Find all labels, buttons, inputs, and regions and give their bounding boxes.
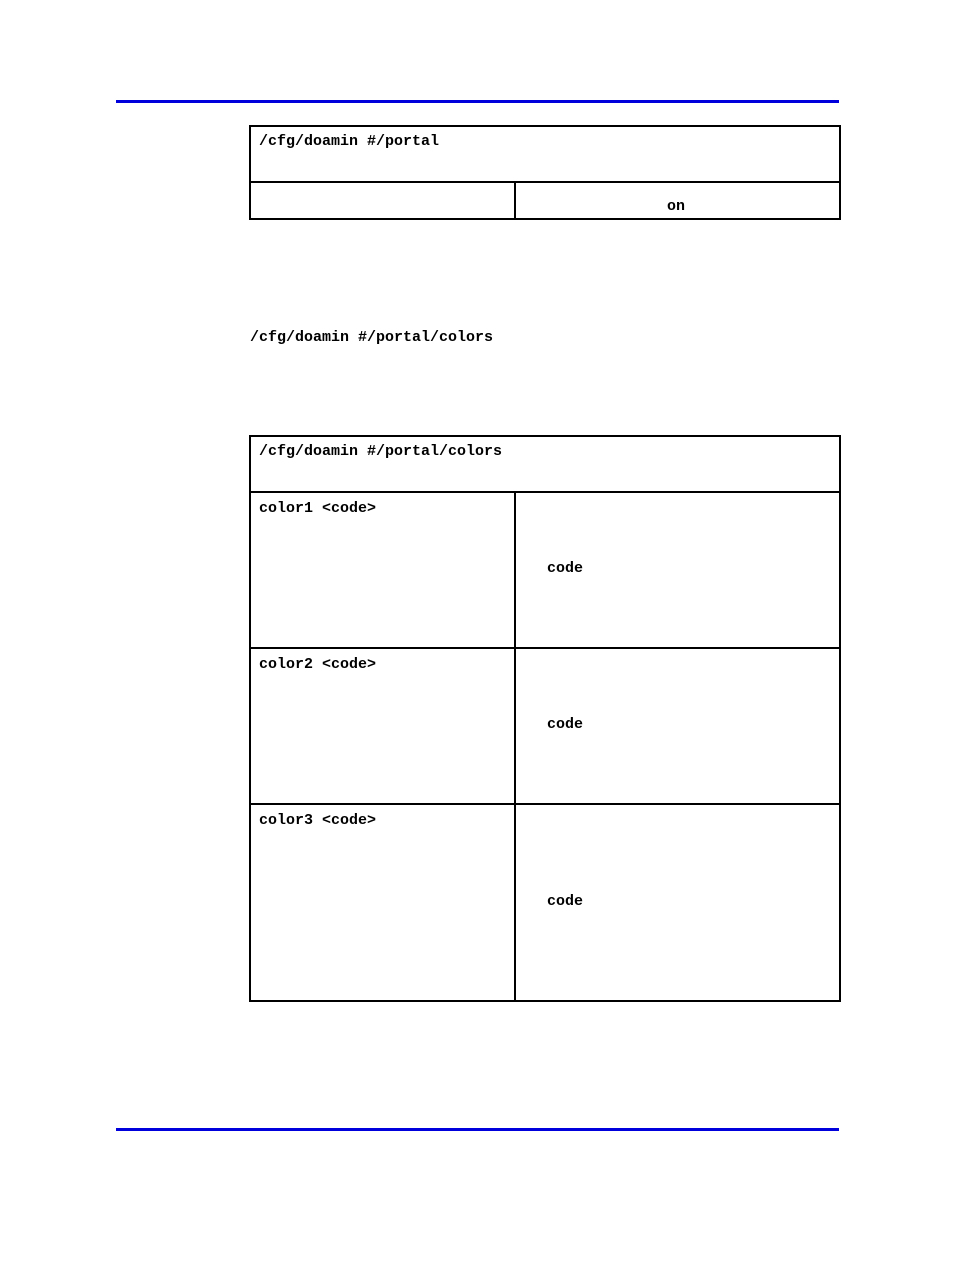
table-header bbox=[250, 436, 840, 492]
parameter-value: on bbox=[667, 198, 686, 215]
parameter-cell bbox=[250, 492, 515, 648]
description-cell bbox=[515, 182, 840, 219]
parameter-value: code bbox=[547, 893, 584, 910]
colors-command-table bbox=[249, 435, 841, 1002]
description-cell bbox=[515, 804, 840, 1001]
parameter-cell bbox=[250, 804, 515, 1001]
parameter-name: color2 <code> bbox=[259, 656, 377, 673]
parameter-cell bbox=[250, 648, 515, 804]
parameter-name: color1 <code> bbox=[259, 500, 377, 517]
parameter-cell bbox=[250, 182, 515, 219]
parameter-value: code bbox=[547, 560, 584, 577]
table-row bbox=[250, 804, 840, 1001]
table-row bbox=[250, 492, 840, 648]
command-path: /cfg/doamin #/portal bbox=[259, 133, 440, 150]
header-rule bbox=[116, 100, 839, 103]
portal-command-table bbox=[249, 125, 841, 220]
description-cell bbox=[515, 492, 840, 648]
command-path: /cfg/doamin #/portal/colors bbox=[259, 443, 503, 460]
table-row bbox=[250, 648, 840, 804]
table-header bbox=[250, 126, 840, 182]
section-command-path: /cfg/doamin #/portal/colors bbox=[250, 329, 494, 346]
parameter-name: color3 <code> bbox=[259, 812, 377, 829]
footer-rule bbox=[116, 1128, 839, 1131]
parameter-value: code bbox=[547, 716, 584, 733]
description-cell bbox=[515, 648, 840, 804]
table-row bbox=[250, 182, 840, 219]
